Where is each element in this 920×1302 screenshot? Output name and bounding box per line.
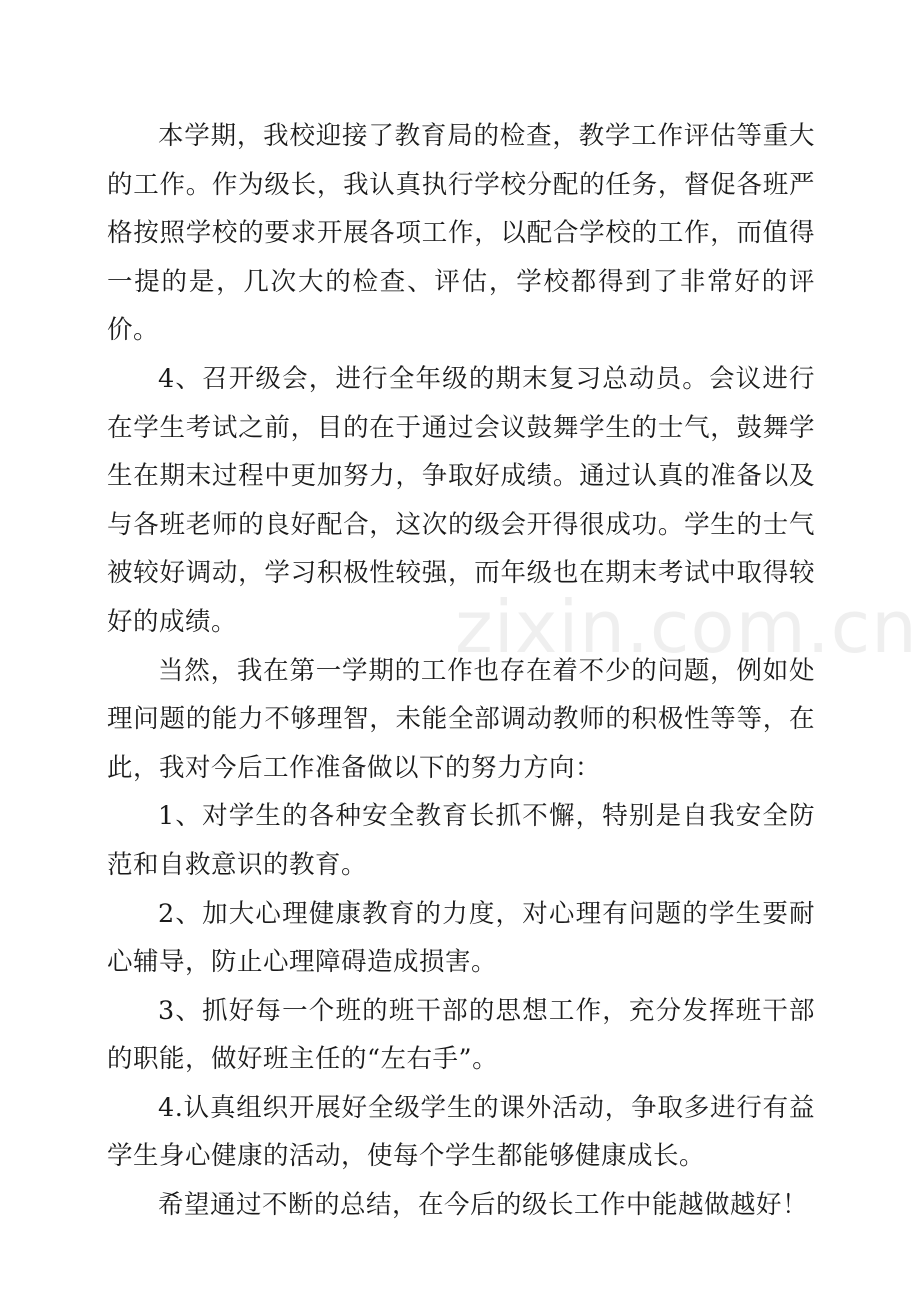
document-body: [107, 112, 815, 1230]
watermark: zixin.com.cn: [455, 585, 918, 669]
paragraph-5: 2、加大心理健康教育的力度，对心理有问题的学生要耐心辅导，防止心理障碍造成损害。: [107, 898, 815, 978]
paragraph-3: 当然，我在第一学期的工作也存在着不少的问题，例如处理问题的能力不够理智，未能全部调动教师的积极性等等，在此，我对今后工作准备做以下的努力方向：: [107, 655, 815, 783]
paragraph-2: 4、召开级会，进行全年级的期末复习总动员。会议进行在学生考试之前，目的在于通过会议鼓舞学生的士气，鼓舞学生在期末过程中更加努力，争取好成绩。通过认真的准备以及与各班老师的良好配合，这次的级会开得很成功。学生的士气被较好调动，学习积极性较强，而年级也在期末考试中取得较好的成绩。: [107, 363, 815, 637]
paragraph-8: 希望通过不断的总结，在今后的级长工作中能越做越好！: [158, 1190, 809, 1221]
paragraph-6: 3、抓好每一个班的班干部的思想工作，充分发挥班干部的职能，做好班主任的“左右手”。: [107, 995, 815, 1075]
paragraph-7: 4.认真组织开展好全级学生的课外活动，争取多进行有益学生身心健康的活动，使每个学生都能够健康成长。: [107, 1092, 815, 1172]
paragraph-4: 1、对学生的各种安全教育长抓不懈，特别是自我安全防范和自救意识的教育。: [107, 801, 815, 880]
paragraph-1: 本学期，我校迎接了教育局的检查，教学工作评估等重大的工作。作为级长，我认真执行学校分配的任务，督促各班严格按照学校的要求开展各项工作，以配合学校的工作，而值得一提的是，几次大的检查、评估，学校都得到了非常好的评价。: [107, 121, 815, 346]
